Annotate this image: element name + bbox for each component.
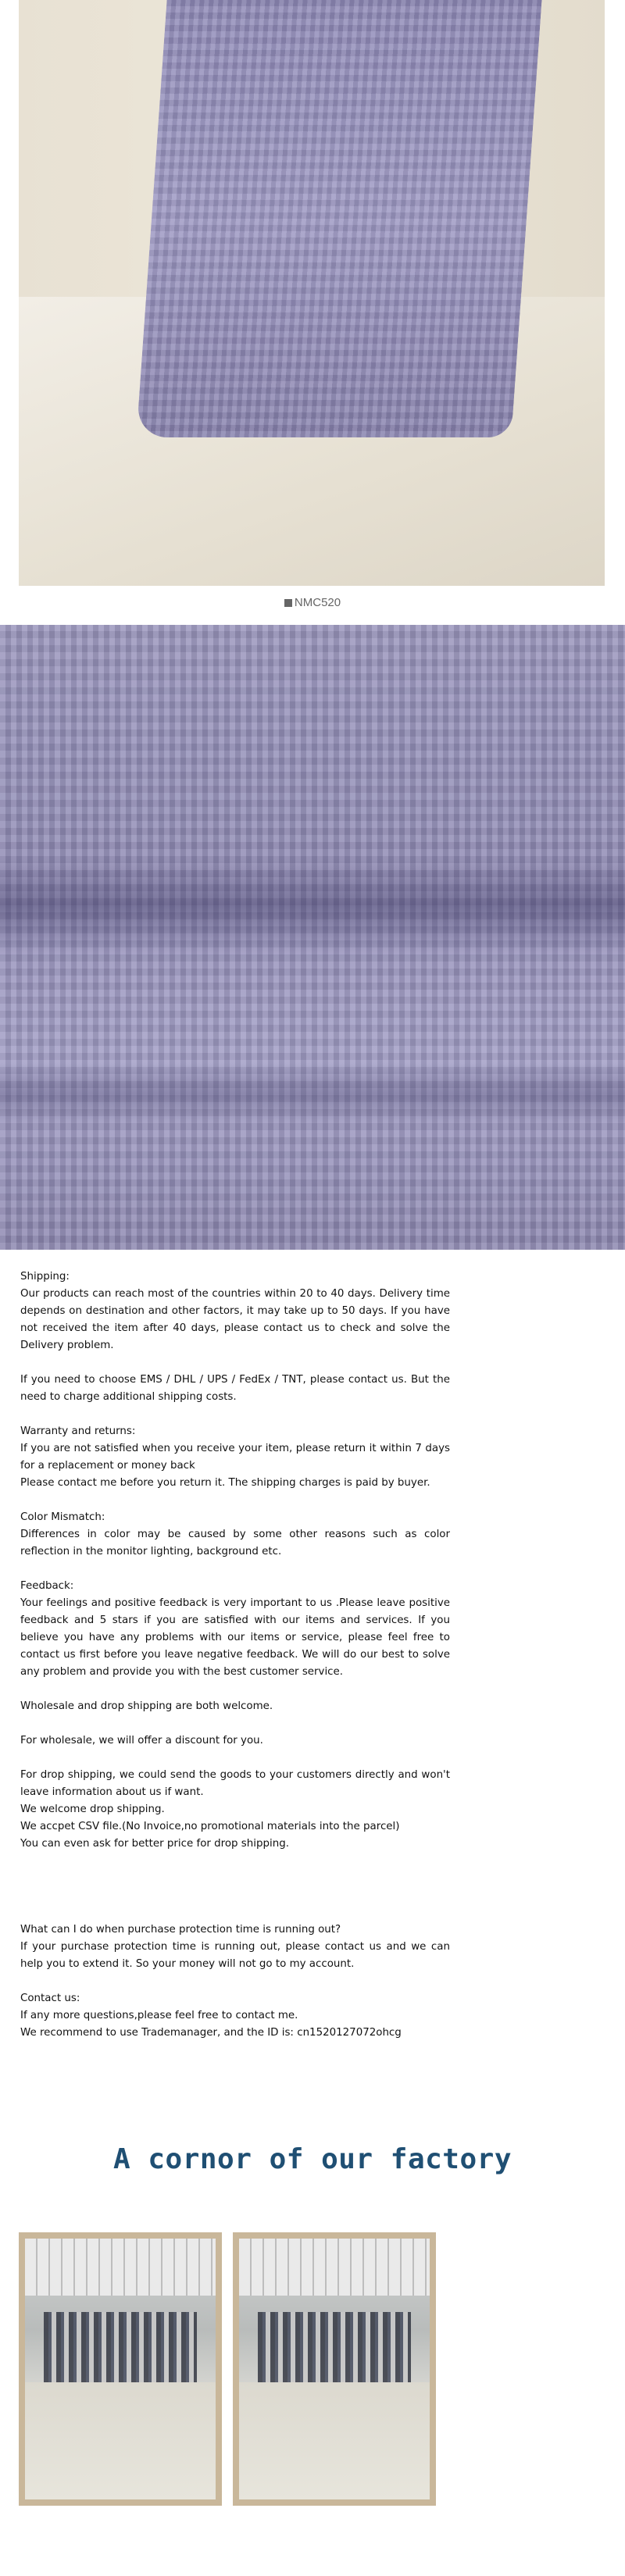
factory-photo-image	[25, 2239, 216, 2499]
wholesale-paragraph: For wholesale, we will offer a discount for you.	[20, 1735, 263, 1746]
contact-paragraph: We recommend to use Trademanager, and the ID is: cn1520127072ohcg	[20, 2027, 402, 2039]
product-photo-sleeve	[19, 0, 605, 586]
protection-heading: What can I do when purchase protection time is running out?	[20, 1924, 341, 1936]
warranty-paragraph: If you are not satisfied when you receive your item, please return it within 7 days for a replacement or money back	[20, 1443, 450, 1472]
contact-heading: Contact us:	[20, 1993, 80, 2004]
factory-title: A cornor of our factory	[113, 2143, 512, 2175]
warranty-heading: Warranty and returns:	[20, 1425, 136, 1437]
feedback-paragraph: Your feelings and positive feedback is very important to us .Please leave positive feedback and 5 stars if you are satisfied with our items and services. If you believe you have any problems with our items or service, please feel free to contact us first before you leave negative feedback. We will do our best to solve any problem and provide you with the best customer service.	[20, 1597, 450, 1678]
factory-floor	[25, 2382, 216, 2499]
shipping-heading: Shipping:	[20, 1271, 70, 1283]
wholesale-paragraph: Wholesale and drop shipping are both welcome.	[20, 1700, 273, 1712]
factory-photo-image	[239, 2239, 430, 2499]
dropship-paragraph: For drop shipping, we could send the goods to your customers directly and won't leave information about us if want.	[20, 1769, 450, 1798]
factory-floor	[239, 2382, 430, 2499]
dropship-paragraph: We welcome drop shipping.	[20, 1804, 165, 1815]
dropship-paragraph: You can even ask for better price for drop shipping.	[20, 1838, 289, 1850]
shipping-paragraph: If you need to choose EMS / DHL / UPS / FedEx / TNT, please contact us. But the need to charge additional shipping costs.	[20, 1374, 450, 1403]
color-paragraph: Differences in color may be caused by some other reasons such as color reflection in the monitor lighting, background etc.	[20, 1529, 450, 1557]
factory-ceiling	[239, 2239, 430, 2296]
contact-paragraph: If any more questions,please feel free to contact me.	[20, 2010, 298, 2021]
sku-caption	[0, 596, 625, 609]
feedback-heading: Feedback:	[20, 1580, 74, 1592]
warranty-paragraph: Please contact me before you return it. The shipping charges is paid by buyer.	[20, 1477, 430, 1489]
dropship-paragraph: We accpet CSV file.(No Invoice,no promotional materials into the parcel)	[20, 1821, 400, 1832]
knit-shadow-band	[0, 859, 625, 953]
product-photo-closeup	[0, 625, 625, 1250]
knit-shadow-band	[0, 1062, 625, 1125]
sku-caption-text: NMC520	[294, 596, 341, 609]
protection-paragraph: If your purchase protection time is running out, please contact us and we can help you to extend it. So your money will not go to my account.	[20, 1941, 450, 1970]
shipping-paragraph: Our products can reach most of the countries within 20 to 40 days. Delivery time depends on destination and other factors, it may take up to 50 days. If you have not received the item after 40 days, please contact us to check and solve the Delivery problem.	[20, 1288, 450, 1351]
factory-photo-left	[19, 2232, 222, 2506]
square-bullet-icon	[284, 599, 292, 607]
factory-ceiling	[25, 2239, 216, 2296]
color-heading: Color Mismatch:	[20, 1511, 105, 1523]
lavender-knit-hem	[136, 0, 541, 437]
factory-photo-right	[233, 2232, 436, 2506]
store-policy-text	[20, 1268, 450, 2042]
